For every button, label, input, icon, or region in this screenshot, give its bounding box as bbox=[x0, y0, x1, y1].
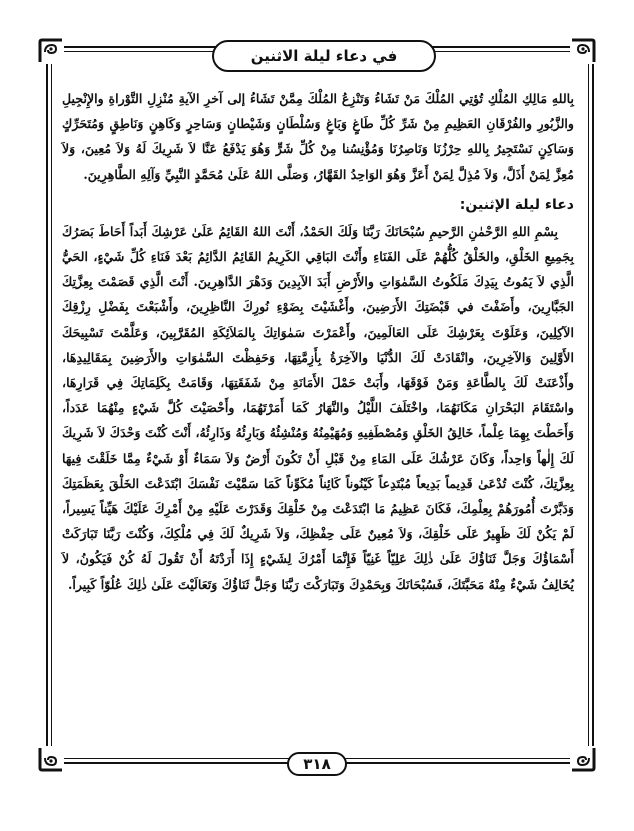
chapter-title-cartouche bbox=[212, 40, 436, 72]
chapter-title: في دعاء ليلة الاثنين bbox=[250, 47, 398, 65]
page-body bbox=[62, 86, 574, 746]
page-number: ٣١٨ bbox=[303, 755, 331, 773]
ornamental-corner-icon bbox=[570, 746, 596, 772]
ornamental-corner-icon bbox=[38, 38, 64, 64]
intro-paragraph: بِاللهِ مَالِكِ المُلْكِ تُؤتِي المُلْكَ مَنْ تَشَاءُ وَتَنْزِعُ المُلْكَ مِمَّنْ تَشَاءُ إلى آخرِ الآيةِ مُنْزِلِ التَّوْراةِ والإِنْجِيلِ والزَّبُورِ والفُرْقَانِ العَظِيمِ مِنْ شَرِّ كُلِّ طَاغٍ وَبَاغٍ وَسُلْطَانٍ وَشَيْطانٍ وَسَاحِرٍ وَكَاهِنٍ وَنَاطِقٍ وَمُتَحَرِّكٍ وَسَاكِنٍ نَسْتَجِيرُ بِاللهِ حِرْزُنَا وَنَاصِرُنَا وَمُؤْنِسُنا مِنْ كُلِّ شَرٍّ وَهُوَ يَدْفَعُ عَنَّا لاَ شَرِيكَ لَهُ وَلاَ مُعِينَ، وَلاَ مُعِزَّ لِمَنْ أَذَلَّ، وَلاَ مُذِلَّ لِمَنْ أَعَزَّ وَهُوَ الوَاحِدُ القَهَّارُ، وَصَلَّى اللهُ عَلَىٰ مُحَمَّدٍ النَّبِيِّ وَآلِهِ الطَّاهِرِينَ. bbox=[62, 91, 574, 182]
page-number-cartouche bbox=[287, 752, 347, 776]
prayer-paragraph: بِسْمِ اللهِ الرَّحْمٰنِ الرَّحيمِ سُبْحَانَكَ رَبَّنَا وَلَكَ الحَمْدُ، أَنْتَ اللهُ القَائِمُ عَلَىٰ عَرْشِكَ أَبَداً أَحَاطَ بَصَرُكَ بِجَمِيعِ الخَلْقِ، والخَلْقُ كُلُّهُمْ عَلَى الفَنَاءِ وأَنْتَ البَاقِي الكَرِيمُ القَائِمُ الدَّائِمُ بَعْدَ فَنَاءِ كُلِّ شَيْءٍ، الحَيُّ الَّذِي لاَ يَمُوتُ بِيَدِكَ مَلَكُوتُ السَّمٰوَاتِ والأَرْضِ أَبَدَ الآبِدِينَ وَدَهْرَ الدَّاهِرِينَ. أَنْتَ الَّذِي قَصَمْتَ بِعِزَّتِكَ الجَبَّارِينَ، وأَضَفْتَ في قَبْضَتِكَ الأَرَضِينَ، وأَغْشَيْتَ بِضَوْءِ نُورِكَ النَّاظِرِينَ، وأَشْبَعْتَ بِفَضْلِ رِزْقِكَ الآكِلِينَ، وَعَلَوْتَ بِعَرْشِكَ عَلَى العَالَمِينَ، وأَعْمَرْتَ سَمٰوَاتِكَ بِالمَلاَئِكَةِ المُقَرَّبِينَ، وَعَلَّمْتَ تَسْبِيحَكَ الأَوَّلِينَ وَالآخِرِينَ، وانْقَادَتْ لَكَ الدُّنْيَا والآخِرَةُ بِأَزِمَّتِهَا، وَحَفِظْتَ السَّمٰوَاتِ والأَرَضِينَ بِمَقَالِيدِهَا، وأَذْعَنَتْ لَكَ بِالطَّاعَةِ وَمَنْ فَوْقَهَا، وأَبَتْ حَمْلَ الأَمَانَةِ مِنْ شَفَقَتِهَا، وَقَامَتْ بِكَلِمَاتِكَ فِي قَرَارِهَا، واسْتَقَامَ البَحْرَانِ مَكَانَهُمَا، واخْتَلَفَ اللَّيْلُ والنَّهَارُ كَمَا أَمَرْتَهُمَا، وأَحْصَيْتَ كُلَّ شَيْءٍ مِنْهُمَا عَدَداً، وَأَحَطْتَ بِهِمَا عِلْماً، خَالِقُ الخَلْقِ وَمُصْطَفِيهِ وَمُهَيْمِنُهُ وَمُنْشِئُهُ وَبَارِئُهُ وَذَارِئُهُ، أَنْتَ كُنْتَ وَحْدَكَ لاَ شَرِيكَ لَكَ إِلٰهاً وَاحِداً، وَكَانَ عَرْشُكَ عَلَى المَاءِ مِنْ قَبْلِ أَنْ تَكُونَ أَرْضٌ وَلاَ سَمَاءٌ أَوْ شَيْءٌ مِمَّا خَلَقْتَ فِيهَا بِعِزَّتِكَ، كُنْتَ تُدْعَىٰ قَدِيماً بَدِيعاً مُبْتَدِعاً كَيْنُوناً كَائِناً مُكَوِّناً كَمَا سَمَّيْتَ نَفْسَكَ ابْتَدَعْتَ الخَلْقَ بِعَظَمَتِكَ وَدَبَّرْتَ أُمُورَهُمْ بِعِلْمِكَ، فَكَانَ عَظِيمُ مَا ابْتَدَعْتَ مِنْ خَلْقِكَ وَقَدَرْتَ عَلَيْهِ مِنْ أَمْرِكَ عَلَيْكَ هَيِّناً يَسِيراً، لَمْ يَكُنْ لَكَ ظَهِيرٌ عَلَى خَلْقِكَ، وَلاَ مُعِينٌ عَلَى حِفْظِكَ، وَلاَ شَرِيكٌ لَكَ فِي مُلْكِكَ، وَكُنْتَ رَبَّنَا تَبَارَكَتْ أَسْمَاؤُكَ وَجَلَّ ثَنَاؤُكَ عَلَىٰ ذٰلِكَ عَلِيّاً غَنِيّاً فَإِنَّمَا أَمْرُكَ لِشَيْءٍ إِذَا أَرَدْتَهُ أَنْ تَقُولَ لَهُ كُنْ فَيَكُونُ، لاَ يُخَالِفُ شَيْءٌ مِنْهُ مَحَبَّتَكَ، فَسُبْحَانَكَ وَبِحَمْدِكَ وَتَبَارَكْتَ رَبَّنَا وَجَلَّ ثَنَاؤُكَ وَتَعَالَيْتَ عَلَىٰ ذٰلِكَ عُلُوّاً كَبِيراً. bbox=[62, 223, 574, 592]
section-heading: دعاء ليلة الإثنين: bbox=[459, 196, 574, 213]
ornamental-corner-icon bbox=[38, 746, 64, 772]
ornamental-corner-icon bbox=[570, 38, 596, 64]
